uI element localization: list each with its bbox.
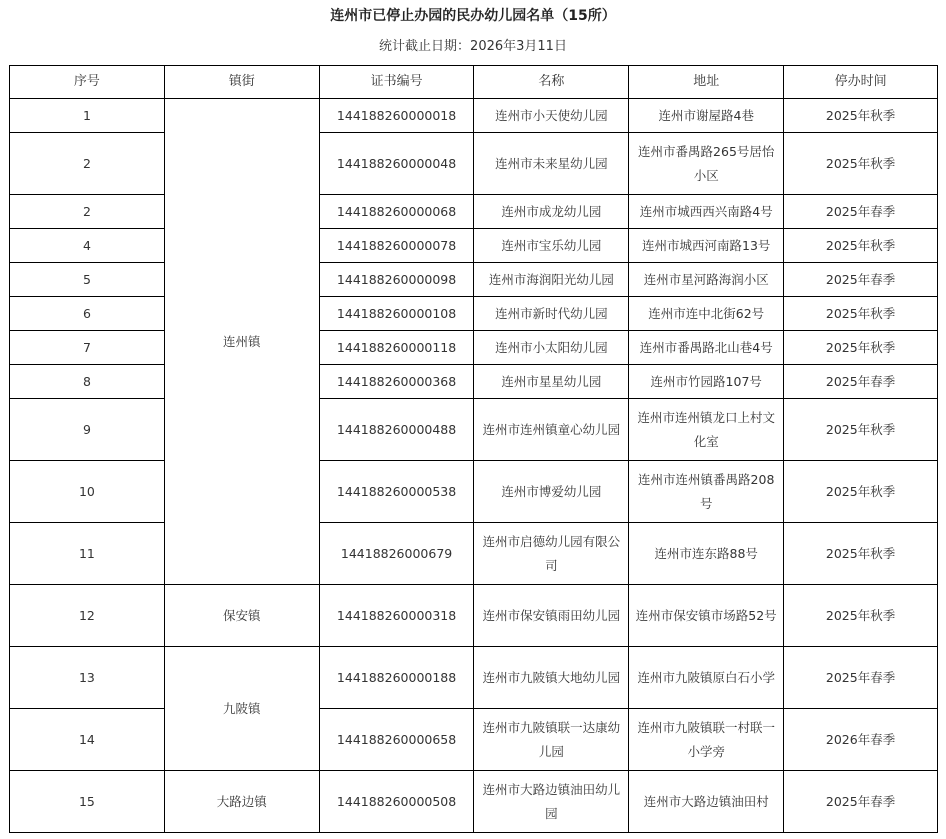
cell-address: 连州市谢屋路4巷: [629, 99, 784, 133]
cell-address: 连州市九陂镇联一村联一小学旁: [629, 709, 784, 771]
cell-name: 连州市九陂镇大地幼儿园: [474, 647, 629, 709]
cell-name: 连州市九陂镇联一达康幼儿园: [474, 709, 629, 771]
cell-address: 连州市九陂镇原白石小学: [629, 647, 784, 709]
cell-time: 2025年秋季: [784, 99, 938, 133]
cell-name: 连州市宝乐幼儿园: [474, 229, 629, 263]
cell-cert: 144188260000018: [319, 99, 474, 133]
cell-cert: 144188260000318: [319, 585, 474, 647]
cell-seq: 15: [10, 771, 165, 833]
cell-cert: 144188260000538: [319, 461, 474, 523]
cell-name: 连州市小太阳幼儿园: [474, 331, 629, 365]
column-header-address: 地址: [629, 66, 784, 99]
cell-seq: 2: [10, 195, 165, 229]
cell-time: 2025年秋季: [784, 297, 938, 331]
cell-time: 2025年春季: [784, 771, 938, 833]
cell-seq: 12: [10, 585, 165, 647]
table-row: [10, 399, 938, 461]
table-row: [10, 331, 938, 365]
table-row: [10, 523, 938, 585]
table-row: [10, 647, 938, 709]
cell-town-baoan: 保安镇: [164, 585, 319, 647]
cell-name: 连州市连州镇童心幼儿园: [474, 399, 629, 461]
cell-cert: 14418826000679: [319, 523, 474, 585]
cell-seq: 14: [10, 709, 165, 771]
cell-time: 2025年春季: [784, 365, 938, 399]
cell-cert: 144188260000048: [319, 133, 474, 195]
column-header-town: 镇街: [164, 66, 319, 99]
table-row: [10, 709, 938, 771]
cell-time: 2025年春季: [784, 647, 938, 709]
cell-seq: 10: [10, 461, 165, 523]
cell-address: 连州市番禺路265号居怡小区: [629, 133, 784, 195]
cell-name: 连州市星星幼儿园: [474, 365, 629, 399]
cell-name: 连州市启德幼儿园有限公司: [474, 523, 629, 585]
kindergarten-table: [9, 65, 938, 833]
cell-seq: 8: [10, 365, 165, 399]
cell-cert: 144188260000508: [319, 771, 474, 833]
cell-address: 连州市连东路88号: [629, 523, 784, 585]
cell-address: 连州市连中北街62号: [629, 297, 784, 331]
cell-cert: 144188260000188: [319, 647, 474, 709]
cell-name: 连州市海润阳光幼儿园: [474, 263, 629, 297]
table-row: [10, 229, 938, 263]
column-header-name: 名称: [474, 66, 629, 99]
table-row: [10, 263, 938, 297]
cell-seq: 1: [10, 99, 165, 133]
cell-cert: 144188260000108: [319, 297, 474, 331]
cell-name: 连州市保安镇雨田幼儿园: [474, 585, 629, 647]
cell-cert: 144188260000118: [319, 331, 474, 365]
cutoff-date: 统计截止日期：2026年3月11日: [379, 39, 567, 54]
table-row: [10, 585, 938, 647]
table-row: [10, 365, 938, 399]
table-row: [10, 195, 938, 229]
cell-time: 2025年秋季: [784, 399, 938, 461]
cell-name: 连州市大路边镇油田幼儿园: [474, 771, 629, 833]
table-row: [10, 461, 938, 523]
table-row: [10, 297, 938, 331]
cell-seq: 4: [10, 229, 165, 263]
cell-time: 2025年秋季: [784, 229, 938, 263]
column-header-time: 停办时间: [784, 66, 938, 99]
cell-seq: 5: [10, 263, 165, 297]
cell-seq: 7: [10, 331, 165, 365]
cell-cert: 144188260000368: [319, 365, 474, 399]
cell-name: 连州市未来星幼儿园: [474, 133, 629, 195]
cell-seq: 6: [10, 297, 165, 331]
cell-address: 连州市星河路海润小区: [629, 263, 784, 297]
cell-seq: 9: [10, 399, 165, 461]
cell-address: 连州市城西河南路13号: [629, 229, 784, 263]
cell-address: 连州市城西西兴南路4号: [629, 195, 784, 229]
cell-time: 2025年春季: [784, 195, 938, 229]
cell-address: 连州市保安镇市场路52号: [629, 585, 784, 647]
cell-address: 连州市番禺路北山巷4号: [629, 331, 784, 365]
cell-time: 2026年春季: [784, 709, 938, 771]
cell-cert: 144188260000098: [319, 263, 474, 297]
column-header-cert: 证书编号: [319, 66, 474, 99]
cell-town-dalubian: 大路边镇: [164, 771, 319, 833]
cell-town-lianzhou: 连州镇: [164, 99, 319, 585]
table-row: [10, 133, 938, 195]
cell-time: 2025年秋季: [784, 331, 938, 365]
cell-time: 2025年秋季: [784, 461, 938, 523]
cell-cert: 144188260000078: [319, 229, 474, 263]
cell-seq: 13: [10, 647, 165, 709]
cell-name: 连州市小天使幼儿园: [474, 99, 629, 133]
cell-name: 连州市新时代幼儿园: [474, 297, 629, 331]
cell-time: 2025年秋季: [784, 523, 938, 585]
cell-address: 连州市大路边镇油田村: [629, 771, 784, 833]
cell-address: 连州市竹园路107号: [629, 365, 784, 399]
cell-cert: 144188260000488: [319, 399, 474, 461]
page-title: 连州市已停止办园的民办幼儿园名单（15所）: [330, 8, 616, 24]
cell-address: 连州市连州镇龙口上村文化室: [629, 399, 784, 461]
column-header-seq: 序号: [10, 66, 165, 99]
cell-address: 连州市连州镇番禺路208号: [629, 461, 784, 523]
cell-name: 连州市博爱幼儿园: [474, 461, 629, 523]
cell-seq: 2: [10, 133, 165, 195]
cell-seq: 11: [10, 523, 165, 585]
cell-time: 2025年春季: [784, 263, 938, 297]
cell-cert: 144188260000068: [319, 195, 474, 229]
cell-name: 连州市成龙幼儿园: [474, 195, 629, 229]
cell-time: 2025年秋季: [784, 133, 938, 195]
table-row: [10, 771, 938, 833]
cell-time: 2025年秋季: [784, 585, 938, 647]
cell-town-jiupi: 九陂镇: [164, 647, 319, 771]
table-row: [10, 99, 938, 133]
table-header-row: [10, 66, 938, 99]
cell-cert: 144188260000658: [319, 709, 474, 771]
